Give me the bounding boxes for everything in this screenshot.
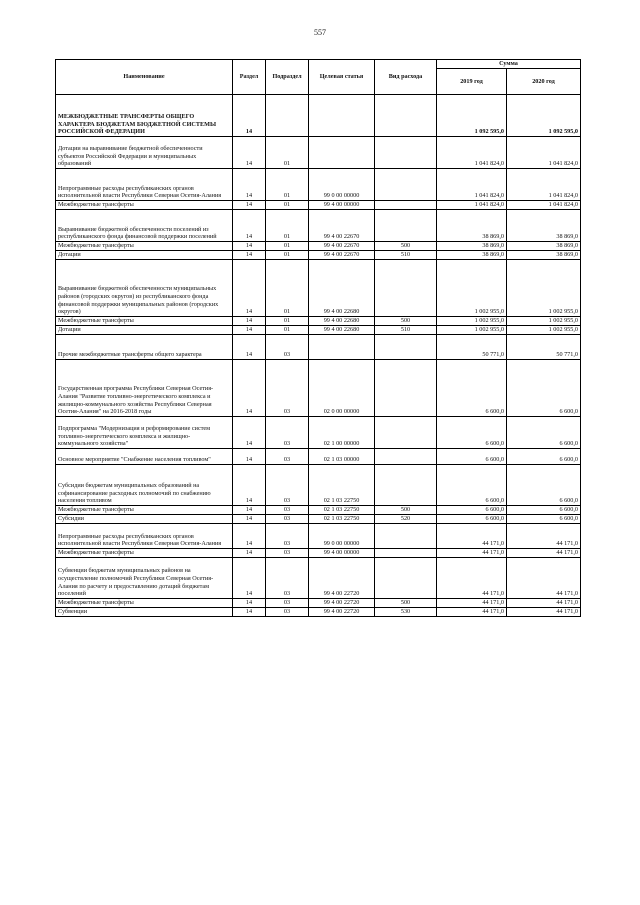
table-row xyxy=(56,335,581,360)
cell-name: Непрограммные расходы республиканских органов исполнительной власти Республики Северная Осетия-Алания xyxy=(56,169,233,201)
cell-expense xyxy=(375,210,437,242)
cell-2020: 44 171,0 xyxy=(507,558,581,599)
table-row xyxy=(56,506,581,515)
cell-section: 14 xyxy=(233,137,266,169)
cell-2020: 38 869,0 xyxy=(507,242,581,251)
cell-2019: 44 171,0 xyxy=(437,558,507,599)
table-body xyxy=(56,95,581,617)
cell-subsection: 03 xyxy=(266,524,309,549)
cell-expense: 510 xyxy=(375,251,437,260)
cell-subsection: 01 xyxy=(266,201,309,210)
cell-2019: 38 869,0 xyxy=(437,242,507,251)
cell-2019: 1 002 955,0 xyxy=(437,317,507,326)
cell-expense xyxy=(375,95,437,137)
cell-subsection: 01 xyxy=(266,251,309,260)
cell-2019: 44 171,0 xyxy=(437,608,507,617)
cell-expense: 500 xyxy=(375,506,437,515)
cell-2020: 1 041 824,0 xyxy=(507,201,581,210)
cell-name: Прочие межбюджетные трансферты общего характера xyxy=(56,335,233,360)
header-section: Раздел xyxy=(233,60,266,95)
cell-section: 14 xyxy=(233,360,266,417)
table-row xyxy=(56,260,581,317)
header-sum: Сумма xyxy=(437,60,581,69)
cell-2020: 6 600,0 xyxy=(507,465,581,506)
cell-target: 02 1 03 22750 xyxy=(309,465,375,506)
cell-expense xyxy=(375,549,437,558)
cell-name: Выравнивание бюджетной обеспеченности поселений из республиканского фонда финансовой поддержки поселений xyxy=(56,210,233,242)
cell-subsection xyxy=(266,95,309,137)
cell-2019: 44 171,0 xyxy=(437,524,507,549)
cell-expense xyxy=(375,201,437,210)
cell-subsection: 03 xyxy=(266,335,309,360)
cell-target: 02 1 00 00000 xyxy=(309,417,375,449)
cell-2020: 1 092 595,0 xyxy=(507,95,581,137)
cell-name: Межбюджетные трансферты xyxy=(56,242,233,251)
cell-name: Межбюджетные трансферты xyxy=(56,506,233,515)
cell-subsection: 03 xyxy=(266,506,309,515)
table-row xyxy=(56,201,581,210)
cell-section: 14 xyxy=(233,449,266,465)
cell-subsection: 01 xyxy=(266,317,309,326)
cell-subsection: 01 xyxy=(266,210,309,242)
cell-expense xyxy=(375,417,437,449)
cell-name: Субсидии бюджетам муниципальных образований на софинансирование расходных полномочий по снабжению населения топливом xyxy=(56,465,233,506)
table-row xyxy=(56,515,581,524)
cell-2019: 1 092 595,0 xyxy=(437,95,507,137)
cell-section: 14 xyxy=(233,201,266,210)
cell-2019: 44 171,0 xyxy=(437,549,507,558)
cell-section: 14 xyxy=(233,335,266,360)
header-target: Целевая статья xyxy=(309,60,375,95)
cell-section: 14 xyxy=(233,465,266,506)
cell-2019: 1 002 955,0 xyxy=(437,260,507,317)
table-row xyxy=(56,417,581,449)
cell-2019: 6 600,0 xyxy=(437,360,507,417)
cell-target: 99 4 00 22680 xyxy=(309,260,375,317)
cell-2019: 38 869,0 xyxy=(437,251,507,260)
cell-2020: 44 171,0 xyxy=(507,599,581,608)
cell-name: Дотации xyxy=(56,326,233,335)
cell-target: 99 4 00 22680 xyxy=(309,317,375,326)
cell-target: 99 4 00 00000 xyxy=(309,201,375,210)
cell-2019: 44 171,0 xyxy=(437,599,507,608)
cell-subsection: 03 xyxy=(266,449,309,465)
cell-2020: 1 002 955,0 xyxy=(507,326,581,335)
table-row xyxy=(56,608,581,617)
cell-target: 02 1 03 00000 xyxy=(309,449,375,465)
table-row xyxy=(56,524,581,549)
cell-expense xyxy=(375,360,437,417)
cell-2019: 6 600,0 xyxy=(437,515,507,524)
cell-section: 14 xyxy=(233,210,266,242)
cell-subsection: 03 xyxy=(266,515,309,524)
header-expense: Вид расхода xyxy=(375,60,437,95)
cell-target xyxy=(309,335,375,360)
cell-name: Субвенции xyxy=(56,608,233,617)
header-2019: 2019 год xyxy=(437,69,507,95)
cell-target: 99 4 00 22720 xyxy=(309,599,375,608)
cell-section: 14 xyxy=(233,506,266,515)
cell-target: 02 1 03 22750 xyxy=(309,506,375,515)
cell-2019: 6 600,0 xyxy=(437,417,507,449)
cell-2019: 50 771,0 xyxy=(437,335,507,360)
cell-expense xyxy=(375,524,437,549)
cell-name: Межбюджетные трансферты xyxy=(56,317,233,326)
cell-2020: 1 041 824,0 xyxy=(507,137,581,169)
header-name: Наименование xyxy=(56,60,233,95)
cell-section: 14 xyxy=(233,326,266,335)
cell-section: 14 xyxy=(233,558,266,599)
cell-section: 14 xyxy=(233,549,266,558)
cell-expense: 500 xyxy=(375,242,437,251)
table-row xyxy=(56,317,581,326)
cell-subsection: 03 xyxy=(266,599,309,608)
cell-2020: 6 600,0 xyxy=(507,449,581,465)
table-row xyxy=(56,242,581,251)
cell-subsection: 01 xyxy=(266,326,309,335)
cell-expense xyxy=(375,335,437,360)
cell-subsection: 01 xyxy=(266,137,309,169)
cell-target: 99 4 00 22670 xyxy=(309,210,375,242)
cell-expense xyxy=(375,558,437,599)
cell-subsection: 01 xyxy=(266,242,309,251)
table-row xyxy=(56,360,581,417)
cell-section: 14 xyxy=(233,242,266,251)
cell-section: 14 xyxy=(233,317,266,326)
table-row xyxy=(56,599,581,608)
budget-table xyxy=(55,59,581,617)
cell-subsection: 01 xyxy=(266,260,309,317)
cell-expense xyxy=(375,449,437,465)
cell-expense: 530 xyxy=(375,608,437,617)
cell-subsection: 03 xyxy=(266,608,309,617)
cell-name: Основное мероприятие "Снабжение населения топливом" xyxy=(56,449,233,465)
cell-2020: 44 171,0 xyxy=(507,549,581,558)
cell-expense xyxy=(375,169,437,201)
table-row xyxy=(56,465,581,506)
cell-section: 14 xyxy=(233,608,266,617)
table-row xyxy=(56,549,581,558)
header-2020: 2020 год xyxy=(507,69,581,95)
cell-target: 99 4 00 22670 xyxy=(309,251,375,260)
cell-section: 14 xyxy=(233,599,266,608)
cell-2020: 50 771,0 xyxy=(507,335,581,360)
table-row xyxy=(56,95,581,137)
cell-name: Подпрограмма "Модернизация и реформирование систем топливно-энергетического комплекса и жилищно-коммунального хозяйства" xyxy=(56,417,233,449)
cell-section: 14 xyxy=(233,251,266,260)
cell-2020: 1 002 955,0 xyxy=(507,317,581,326)
cell-name: Межбюджетные трансферты xyxy=(56,549,233,558)
cell-2020: 6 600,0 xyxy=(507,515,581,524)
table-row xyxy=(56,210,581,242)
cell-name: Субсидии xyxy=(56,515,233,524)
page-number: 557 xyxy=(314,28,326,37)
cell-target: 99 0 00 00000 xyxy=(309,524,375,549)
cell-section: 14 xyxy=(233,169,266,201)
cell-2020: 6 600,0 xyxy=(507,360,581,417)
cell-2020: 1 002 955,0 xyxy=(507,260,581,317)
cell-name: Государственная программа Республики Северная Осетия-Алания "Развитие топливно-энергетического комплекса и жилищно-коммунального хозяйства Республики Северная Осетия-Алания" на 2016-2018 годы xyxy=(56,360,233,417)
cell-2020: 44 171,0 xyxy=(507,608,581,617)
table-row xyxy=(56,449,581,465)
cell-name: Субвенции бюджетам муниципальных районов на осуществление полномочий Республики Северная Осетия-Алания по расчету и предоставлению дотаций бюджетам поселений xyxy=(56,558,233,599)
cell-name: Непрограммные расходы республиканских органов исполнительной власти Республики Северная Осетия-Алания xyxy=(56,524,233,549)
cell-name: Дотации xyxy=(56,251,233,260)
cell-expense xyxy=(375,465,437,506)
cell-target xyxy=(309,95,375,137)
cell-section: 14 xyxy=(233,515,266,524)
cell-target: 02 0 00 00000 xyxy=(309,360,375,417)
cell-subsection: 03 xyxy=(266,417,309,449)
cell-target xyxy=(309,137,375,169)
cell-2020: 38 869,0 xyxy=(507,251,581,260)
header-subsection: Подраздел xyxy=(266,60,309,95)
cell-2019: 6 600,0 xyxy=(437,465,507,506)
cell-section: 14 xyxy=(233,524,266,549)
cell-expense xyxy=(375,260,437,317)
cell-expense: 520 xyxy=(375,515,437,524)
cell-2019: 6 600,0 xyxy=(437,506,507,515)
cell-target: 02 1 03 22750 xyxy=(309,515,375,524)
table-row xyxy=(56,137,581,169)
cell-subsection: 03 xyxy=(266,360,309,417)
cell-target: 99 4 00 22680 xyxy=(309,326,375,335)
cell-subsection: 03 xyxy=(266,558,309,599)
cell-name: Дотации на выравнивание бюджетной обеспеченности субъектов Российской Федерации и муниципальных образований xyxy=(56,137,233,169)
cell-target: 99 4 00 22720 xyxy=(309,558,375,599)
cell-target: 99 4 00 22720 xyxy=(309,608,375,617)
cell-2020: 38 869,0 xyxy=(507,210,581,242)
cell-section: 14 xyxy=(233,95,266,137)
cell-target: 99 0 00 00000 xyxy=(309,169,375,201)
cell-2019: 1 041 824,0 xyxy=(437,169,507,201)
cell-section: 14 xyxy=(233,260,266,317)
cell-section: 14 xyxy=(233,417,266,449)
cell-2019: 1 041 824,0 xyxy=(437,201,507,210)
cell-2020: 6 600,0 xyxy=(507,417,581,449)
cell-2020: 1 041 824,0 xyxy=(507,169,581,201)
cell-2019: 6 600,0 xyxy=(437,449,507,465)
cell-subsection: 01 xyxy=(266,169,309,201)
cell-subsection: 03 xyxy=(266,549,309,558)
cell-2019: 1 041 824,0 xyxy=(437,137,507,169)
table-row xyxy=(56,251,581,260)
cell-expense xyxy=(375,137,437,169)
cell-name: Межбюджетные трансферты xyxy=(56,599,233,608)
cell-target: 99 4 00 22670 xyxy=(309,242,375,251)
cell-expense: 500 xyxy=(375,317,437,326)
cell-subsection: 03 xyxy=(266,465,309,506)
cell-expense: 500 xyxy=(375,599,437,608)
cell-name: МЕЖБЮДЖЕТНЫЕ ТРАНСФЕРТЫ ОБЩЕГО ХАРАКТЕРА БЮДЖЕТАМ БЮДЖЕТНОЙ СИСТЕМЫ РОССИЙСКОЙ ФЕДЕРАЦИИ xyxy=(56,95,233,137)
cell-2019: 1 002 955,0 xyxy=(437,326,507,335)
cell-target: 99 4 00 00000 xyxy=(309,549,375,558)
cell-2020: 6 600,0 xyxy=(507,506,581,515)
table-row xyxy=(56,169,581,201)
table-row xyxy=(56,326,581,335)
cell-2020: 44 171,0 xyxy=(507,524,581,549)
cell-expense: 510 xyxy=(375,326,437,335)
table-row xyxy=(56,558,581,599)
cell-name: Межбюджетные трансферты xyxy=(56,201,233,210)
cell-2019: 38 869,0 xyxy=(437,210,507,242)
cell-name: Выравнивание бюджетной обеспеченности муниципальных районов (городских округов) из республиканского фонда финансовой поддержки муниципальных районов (городских округов) xyxy=(56,260,233,317)
